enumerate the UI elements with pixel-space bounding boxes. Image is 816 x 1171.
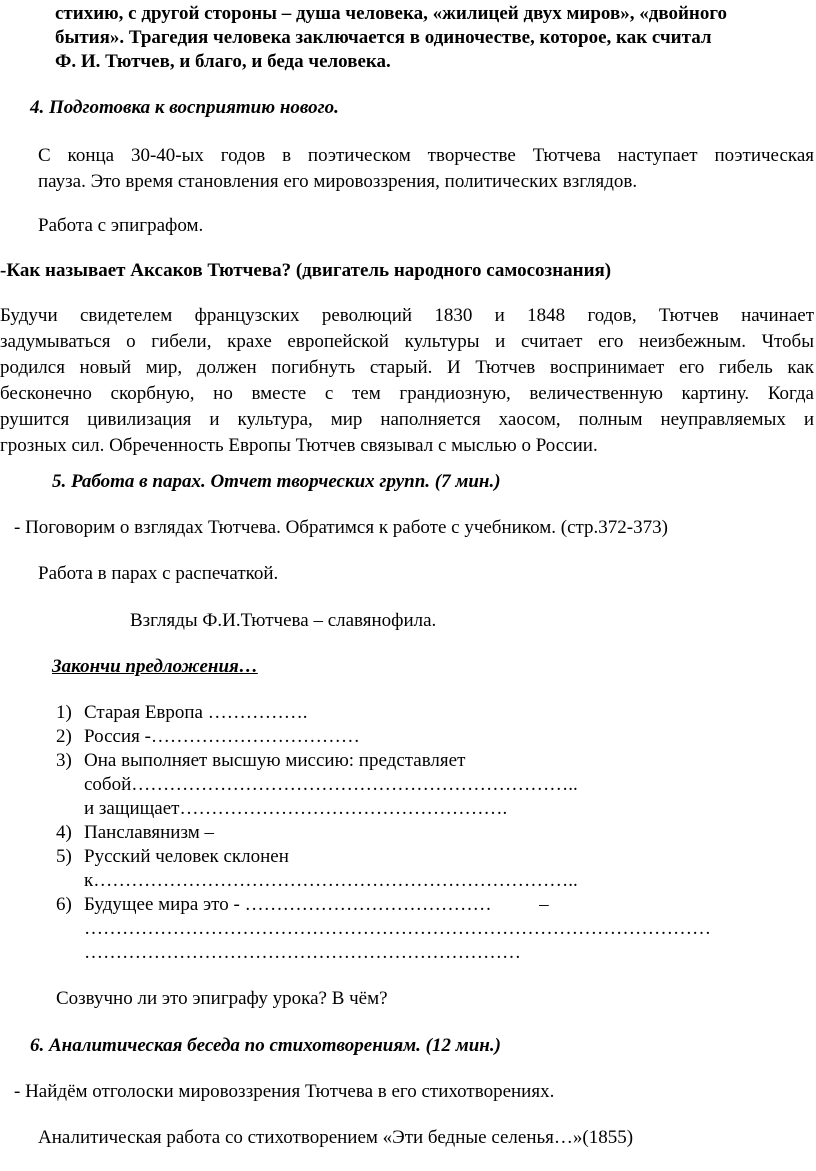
views-title: Взгляды Ф.И.Тютчева – славянофила. [130,610,437,631]
section6-heading: 6. Аналитическая беседа по стихотворениям. (12 мин.) [30,1035,501,1056]
main-para-line-3: родился новый мир, должен погибнуть старый. И Тютчев воспринимает его гибель как [0,357,814,378]
list-item-6-line-3: …………………………………………………………… [84,942,521,963]
list-item-2-line-1: Россия -…………………………… [84,726,360,747]
analysis-line: Аналитическая работа со стихотворением «Эти бедные селенья…»(1855) [38,1127,634,1148]
list-item-3-line-2: собой…………………………………………………………….. [84,774,578,795]
aksakov-question: -Как называет Аксаков Тютчева? (двигатель народного самосознания) [0,260,612,281]
find-echoes-line: - Найдём отголоски мировоззрения Тютчева в его стихотворениях. [14,1081,555,1102]
section4-heading: 4. Подготовка к восприятию нового. [30,97,339,118]
intro-line-2: бытия». Трагедия человека заключается в одиночестве, которое, как считал [55,27,712,48]
epigraph-work: Работа с эпиграфом. [38,215,204,236]
pair-work-line: Работа в парах с распечаткой. [38,563,279,584]
main-para-line-2: задумываться о гибели, крахе европейской культуры и считает его неизбежным. Чтобы [0,331,814,352]
list-item-number: 1) [56,702,72,723]
list-item-5-line-2: к………………………………………………………………….. [84,870,578,891]
main-para-line-4: бесконечно скорбную, но вместе с тем грандиозную, величественную картину. Когда [0,383,814,404]
list-item-number: 2) [56,726,72,747]
list-item-6-line-2: ……………………………………………………………………………………… [84,918,711,939]
discussion-line: - Поговорим о взглядах Тютчева. Обратимся к работе с учебником. (стр.372-373) [14,517,668,538]
list-item-3-line-1: Она выполняет высшую миссию: представляет [84,750,466,771]
intro-line-3: Ф. И. Тютчев, и благо, и беда человека. [55,51,391,72]
list-item-3-line-3: и защищает……………………………………………. [84,798,508,819]
list-item-number: 5) [56,846,72,867]
section4-paragraph [38,143,814,195]
epigraph-question: Созвучно ли это эпиграфу урока? В чём? [56,988,388,1009]
list-item-5-line-1: Русский человек склонен [84,846,289,867]
list-item-1-line-1: Старая Европа ……………. [84,702,308,723]
intro-line-1: стихию, с другой стороны – душа человека, «жилицей двух миров», «двойного [55,3,728,24]
main-para-line-1: Будучи свидетелем французских революций 1830 и 1848 годов, Тютчев начинает [0,305,814,326]
list-item-number: 4) [56,822,72,843]
section4-para-line-2: пауза. Это время становления его мировоззрения, политических взглядов. [38,171,638,192]
list-item-6-line-1: Будущее мира это - ………………………………… – [84,894,549,915]
finish-heading: Закончи предложения… [52,656,258,677]
list-item-number: 6) [56,894,72,915]
section5-heading: 5. Работа в парах. Отчет творческих групп. (7 мин.) [52,471,501,492]
main-para-line-5: рушится цивилизация и культура, мир наполняется хаосом, полным неуправляемых и [0,409,814,430]
list-item-number: 3) [56,750,72,771]
list-item-4-line-1: Панславянизм – [84,822,214,843]
main-para-line-6: грозных сил. Обреченность Европы Тютчев связывал с мыслью о России. [0,435,598,456]
section4-para-line-1: С конца 30-40-ых годов в поэтическом творчестве Тютчева наступает поэтическая [38,145,814,166]
main-paragraph [0,303,814,459]
